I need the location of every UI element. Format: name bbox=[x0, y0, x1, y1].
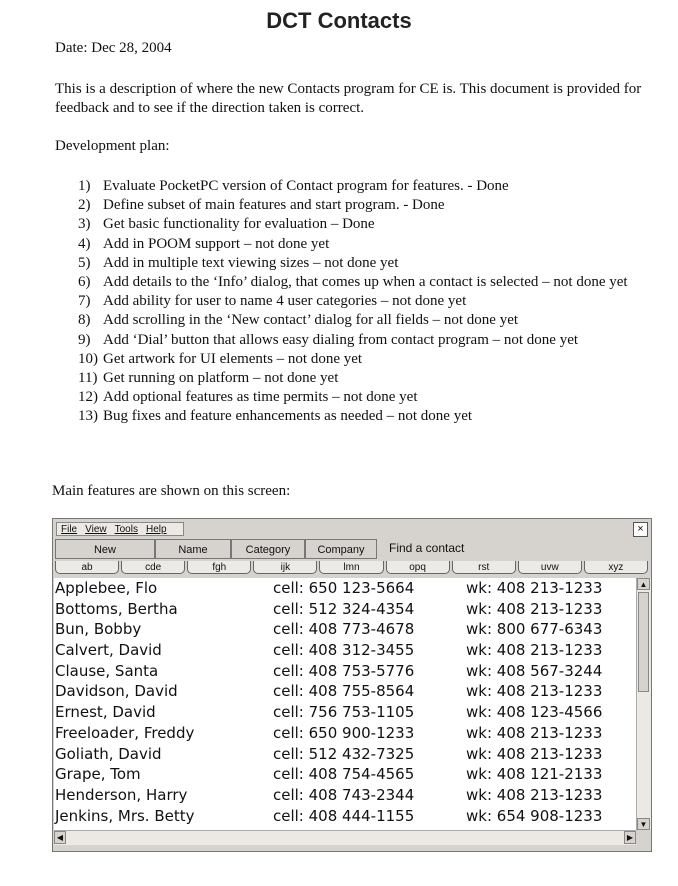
menu-view[interactable]: View bbox=[85, 523, 107, 535]
scroll-down-icon[interactable]: ▼ bbox=[637, 818, 650, 830]
contact-row[interactable] bbox=[54, 681, 636, 702]
contact-row[interactable] bbox=[54, 578, 636, 599]
contact-work-phone: wk: 408 567-3244 bbox=[466, 661, 603, 680]
tab-ab[interactable]: ab bbox=[55, 561, 119, 574]
plan-item-number: 12) bbox=[78, 389, 98, 406]
contact-row[interactable] bbox=[54, 785, 636, 806]
contacts-app-window bbox=[52, 518, 652, 852]
plan-item-number: 11) bbox=[78, 370, 98, 387]
tab-ijk[interactable]: ijk bbox=[253, 561, 317, 574]
contact-cell-phone: cell: 408 773-4678 bbox=[273, 620, 415, 639]
contact-cell-phone: cell: 650 123-5664 bbox=[273, 579, 415, 597]
contact-work-phone: wk: 408 213-1233 bbox=[466, 682, 603, 701]
plan-item-text: Get artwork for UI elements – not done yet bbox=[103, 350, 363, 367]
contact-work-phone: wk: 408 123-4566 bbox=[466, 703, 603, 722]
plan-item-number: 10) bbox=[78, 350, 98, 367]
tab-opq[interactable]: opq bbox=[386, 561, 450, 574]
contact-work-phone: wk: 408 213-1233 bbox=[466, 599, 603, 618]
contact-cell-phone: cell: 408 753-5776 bbox=[273, 661, 415, 680]
document-intro: This is a description of where the new Contacts program for CE is. This document is provided for feedback and to see if the direction taken is correct. bbox=[55, 81, 642, 116]
contact-name: Davidson, David bbox=[55, 682, 178, 701]
plan-item-text: Evaluate PocketPC version of Contact program for features. - Done bbox=[103, 178, 509, 194]
contact-row[interactable] bbox=[54, 723, 636, 744]
plan-item-text: Add in POOM support – not done yet bbox=[103, 235, 330, 252]
contact-cell-phone: cell: 408 312-3455 bbox=[273, 641, 415, 660]
contact-row[interactable] bbox=[54, 619, 636, 640]
contact-cell-phone: cell: 408 754-4565 bbox=[273, 765, 415, 784]
plan-item-text: Define subset of main features and start program. - Done bbox=[103, 197, 445, 214]
contact-work-phone: wk: 408 121-2133 bbox=[466, 765, 603, 784]
plan-item bbox=[78, 196, 648, 215]
contact-work-phone: wk: 408 213-1233 bbox=[466, 579, 603, 597]
contact-name: Bun, Bobby bbox=[55, 620, 142, 639]
tab-fgh[interactable]: fgh bbox=[187, 561, 251, 574]
tab-xyz[interactable]: xyz bbox=[584, 561, 648, 574]
plan-item bbox=[78, 215, 648, 234]
plan-item bbox=[78, 331, 648, 350]
plan-item bbox=[78, 350, 648, 369]
toolbar bbox=[55, 539, 377, 559]
scroll-up-icon[interactable]: ▲ bbox=[637, 578, 650, 590]
contact-cell-phone: cell: 512 432-7325 bbox=[273, 744, 415, 763]
contact-cell-phone: cell: 408 743-2344 bbox=[273, 785, 415, 804]
scroll-thumb[interactable] bbox=[638, 592, 649, 692]
contact-work-phone: wk: 408 213-1233 bbox=[466, 641, 603, 660]
scroll-right-icon[interactable]: ▶ bbox=[624, 831, 636, 844]
plan-item-number: 9) bbox=[78, 331, 91, 348]
contact-name: Applebee, Flo bbox=[55, 579, 158, 597]
plan-item-text: Add optional features as time permits – not done yet bbox=[103, 389, 418, 406]
horizontal-scrollbar[interactable] bbox=[54, 830, 636, 845]
contact-row[interactable] bbox=[54, 640, 636, 661]
plan-item bbox=[78, 311, 648, 330]
document-date: Date: Dec 28, 2004 bbox=[55, 40, 172, 56]
contact-name: Bottoms, Bertha bbox=[55, 599, 178, 618]
contact-name: Jenkins, Mrs. Betty bbox=[55, 806, 195, 825]
plan-item bbox=[78, 292, 648, 311]
plan-item bbox=[78, 388, 648, 407]
plan-item bbox=[78, 273, 648, 292]
plan-item-number: 6) bbox=[78, 274, 91, 291]
contact-name: Clause, Santa bbox=[55, 661, 159, 680]
plan-item bbox=[78, 235, 648, 254]
menu-bar bbox=[56, 522, 184, 536]
plan-item-text: Bug fixes and feature enhancements as needed – not done yet bbox=[103, 408, 473, 425]
contact-work-phone: wk: 408 213-1233 bbox=[466, 744, 603, 763]
plan-item-text: Get basic functionality for evaluation – Done bbox=[103, 216, 375, 233]
contact-cell-phone: cell: 756 753-1105 bbox=[273, 703, 415, 722]
tab-lmn[interactable]: lmn bbox=[319, 561, 383, 574]
contact-work-phone: wk: 408 213-1233 bbox=[466, 723, 603, 742]
scroll-left-icon[interactable]: ◀ bbox=[54, 831, 66, 844]
plan-item-text: Get running on platform – not done yet bbox=[103, 370, 339, 387]
plan-item-number: 4) bbox=[78, 235, 91, 252]
contact-name: Grape, Tom bbox=[55, 765, 141, 784]
plan-item-text: Add scrolling in the ‘New contact’ dialog for all fields – not done yet bbox=[103, 312, 519, 329]
plan-item bbox=[78, 407, 648, 426]
plan-item-text: Add ability for user to name 4 user categories – not done yet bbox=[103, 293, 467, 310]
contact-work-phone: wk: 800 677-6343 bbox=[466, 620, 603, 639]
sort-category-button[interactable]: Category bbox=[231, 539, 305, 559]
contact-row[interactable] bbox=[54, 702, 636, 723]
plan-item-number: 13) bbox=[78, 408, 98, 425]
document-title: DCT Contacts bbox=[266, 8, 412, 33]
contact-list bbox=[54, 578, 636, 830]
contact-cell-phone: cell: 650 900-1233 bbox=[273, 723, 415, 742]
contact-row[interactable] bbox=[54, 599, 636, 620]
contact-row[interactable] bbox=[54, 764, 636, 785]
vertical-scrollbar[interactable] bbox=[636, 578, 651, 830]
plan-item-text: Add ‘Dial’ button that allows easy dialing from contact program – not done yet bbox=[103, 331, 579, 348]
contact-work-phone: wk: 408 213-1233 bbox=[466, 785, 603, 804]
plan-item-number: 3) bbox=[78, 216, 91, 233]
alphabet-tabs bbox=[55, 561, 650, 575]
find-contact-label[interactable]: Find a contact bbox=[389, 541, 465, 555]
contact-row[interactable] bbox=[54, 661, 636, 682]
contact-cell-phone: cell: 512 324-4354 bbox=[273, 599, 415, 618]
menu-help[interactable]: Help bbox=[145, 523, 167, 535]
contact-name: Freeloader, Freddy bbox=[55, 723, 195, 742]
new-button[interactable]: New bbox=[55, 539, 155, 559]
plan-item-number: 7) bbox=[78, 293, 91, 310]
features-caption: Main features are shown on this screen: bbox=[52, 483, 291, 499]
plan-item bbox=[78, 177, 648, 196]
plan-item-text: Add in multiple text viewing sizes – not done yet bbox=[103, 254, 399, 271]
contact-cell-phone: cell: 408 755-8564 bbox=[273, 682, 415, 701]
tab-rst[interactable]: rst bbox=[452, 561, 516, 574]
plan-list bbox=[78, 177, 648, 427]
menu-tools[interactable]: Tools bbox=[114, 523, 138, 535]
plan-item bbox=[78, 254, 648, 273]
plan-item-text: Add details to the ‘Info’ dialog, that comes up when a contact is selected – not done yet bbox=[103, 274, 628, 291]
contact-row[interactable] bbox=[54, 744, 636, 765]
sort-name-button[interactable]: Name bbox=[155, 539, 231, 559]
sort-company-button[interactable]: Company bbox=[305, 539, 377, 559]
contact-name: Henderson, Harry bbox=[55, 785, 188, 804]
contact-name: Calvert, David bbox=[55, 641, 162, 660]
contact-row[interactable] bbox=[54, 806, 636, 827]
plan-item-number: 1) bbox=[78, 178, 91, 194]
plan-heading: Development plan: bbox=[55, 138, 170, 154]
plan-item-number: 2) bbox=[78, 197, 91, 214]
contact-cell-phone: cell: 408 444-1155 bbox=[273, 806, 415, 825]
contact-name: Ernest, David bbox=[55, 703, 156, 722]
contact-name: Goliath, David bbox=[55, 744, 162, 763]
tab-uvw[interactable]: uvw bbox=[518, 561, 582, 574]
plan-item bbox=[78, 369, 648, 388]
menu-file[interactable]: File bbox=[61, 523, 78, 535]
tab-cde[interactable]: cde bbox=[121, 561, 185, 574]
close-button[interactable]: × bbox=[633, 522, 648, 537]
plan-item-number: 5) bbox=[78, 254, 91, 271]
contact-work-phone: wk: 654 908-1233 bbox=[466, 806, 603, 825]
plan-item-number: 8) bbox=[78, 312, 91, 329]
